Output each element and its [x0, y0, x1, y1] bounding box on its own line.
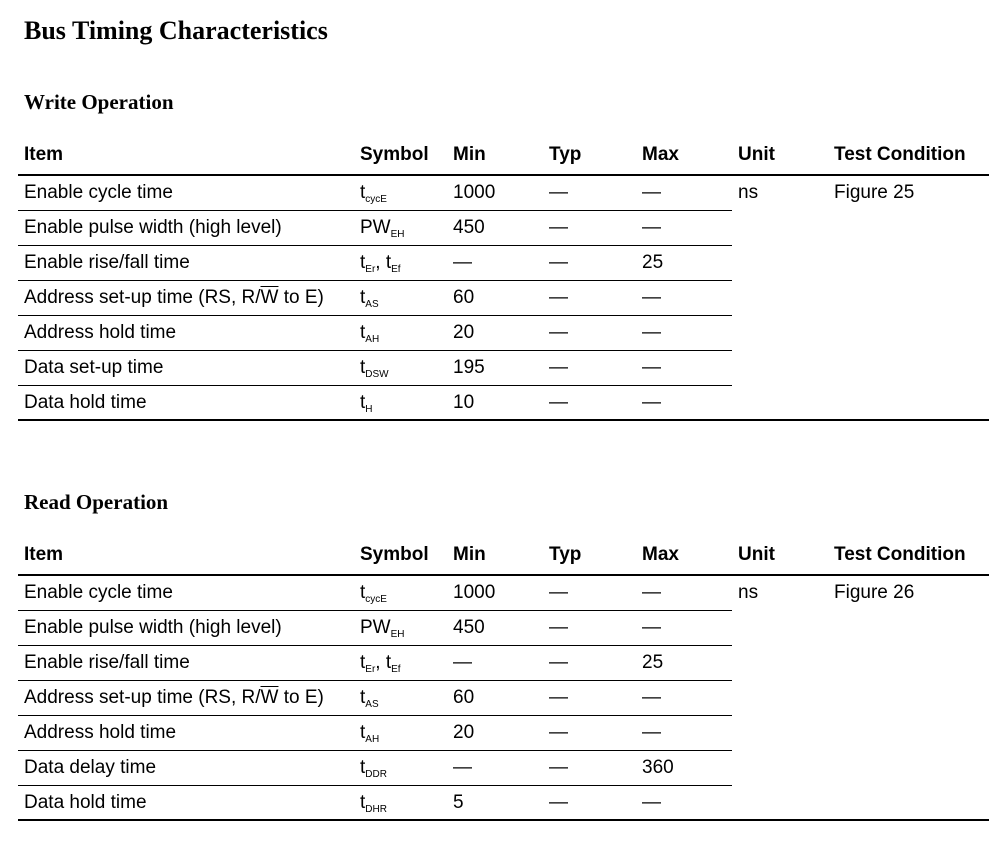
min-cell: 1000: [453, 182, 496, 203]
typ-cell: —: [549, 652, 568, 673]
min-cell: 20: [453, 322, 475, 343]
max-cell: —: [642, 792, 661, 813]
max-cell: —: [642, 392, 661, 413]
max-cell: —: [642, 322, 661, 343]
symbol-cell: $t_{AS}$: [360, 687, 379, 710]
column-header-symbol: Symbol: [360, 544, 429, 565]
unit-cell: ns: [738, 182, 759, 203]
overlined-text: $\overline{W}$: [260, 287, 279, 308]
symbol-cell: $PW_{EH}$: [360, 217, 405, 240]
symbol-cell: $t_H$: [360, 392, 373, 415]
symbol-cell: $t_{DDR}$: [360, 757, 387, 780]
symbol-cell: $t_{AS}$: [360, 287, 379, 310]
table-header: [18, 138, 989, 176]
column-header-typ: Typ: [549, 144, 582, 165]
table-row: [18, 786, 989, 821]
test-condition-cell: Figure 25: [834, 182, 915, 203]
typ-cell: —: [549, 792, 568, 813]
max-cell: —: [642, 722, 661, 743]
column-header-min: Min: [453, 144, 486, 165]
min-cell: 60: [453, 287, 475, 308]
max-cell: —: [642, 617, 661, 638]
min-cell: —: [453, 652, 472, 673]
column-header-typ: Typ: [549, 544, 582, 565]
max-cell: —: [642, 182, 661, 203]
typ-cell: —: [549, 287, 568, 308]
table-row: [18, 176, 989, 211]
item-cell: Enable rise/fall time: [24, 652, 190, 673]
table-header: [18, 538, 989, 576]
item-cell: Enable cycle time: [24, 182, 173, 203]
table-row: [18, 576, 989, 611]
page-title: Bus Timing Characteristics: [24, 16, 328, 45]
table-row: [18, 281, 989, 316]
table-row: [18, 646, 989, 681]
column-header-item: Item: [24, 144, 64, 165]
typ-cell: —: [549, 217, 568, 238]
typ-cell: —: [549, 357, 568, 378]
min-cell: 60: [453, 687, 475, 708]
typ-cell: —: [549, 687, 568, 708]
min-cell: 450: [453, 617, 485, 638]
symbol-cell: $t_{AH}$: [360, 722, 380, 745]
symbol-cell: $t_{Er}$, $t_{Ef}$: [360, 252, 401, 275]
column-header-max: Max: [642, 144, 679, 165]
min-cell: 20: [453, 722, 475, 743]
typ-cell: —: [549, 182, 568, 203]
symbol-cell: $t_{DSW}$: [360, 357, 389, 380]
min-cell: 1000: [453, 582, 496, 603]
column-header-unit: Unit: [738, 144, 775, 165]
table-row: [18, 316, 989, 351]
max-cell: —: [642, 287, 661, 308]
table-row: [18, 386, 989, 421]
item-cell: Enable cycle time: [24, 582, 173, 603]
min-cell: —: [453, 252, 472, 273]
min-cell: 195: [453, 357, 485, 378]
typ-cell: —: [549, 617, 568, 638]
item-cell: Enable pulse width (high level): [24, 617, 282, 638]
table-row: [18, 751, 989, 786]
min-cell: 450: [453, 217, 485, 238]
table-row: [18, 211, 989, 246]
overlined-text: $\overline{W}$: [260, 687, 279, 708]
item-cell: Address hold time: [24, 322, 177, 343]
min-cell: 10: [453, 392, 475, 413]
table-row: [18, 611, 989, 646]
typ-cell: —: [549, 392, 568, 413]
table-row: [18, 716, 989, 751]
read-operation-table: [18, 538, 989, 821]
max-cell: 360: [642, 757, 674, 778]
min-cell: 5: [453, 792, 464, 813]
typ-cell: —: [549, 757, 568, 778]
item-cell: Data delay time: [24, 757, 157, 778]
column-header-test-condition: Test Condition: [834, 544, 966, 565]
symbol-cell: $PW_{EH}$: [360, 617, 405, 640]
unit-cell: ns: [738, 582, 759, 603]
max-cell: 25: [642, 252, 664, 273]
column-header-unit: Unit: [738, 544, 775, 565]
typ-cell: —: [549, 582, 568, 603]
typ-cell: —: [549, 722, 568, 743]
item-cell: Address set-up time (RS, $R/\overline{W}$ to E): [24, 287, 324, 308]
column-header-test-condition: Test Condition: [834, 144, 966, 165]
symbol-cell: $t_{Er}$, $t_{Ef}$: [360, 652, 401, 675]
column-header-max: Max: [642, 544, 679, 565]
table-row: [18, 246, 989, 281]
symbol-cell: $t_{cycE}$: [360, 582, 387, 605]
column-header-item: Item: [24, 544, 64, 565]
item-cell: Address set-up time (RS, $R/\overline{W}$ to E): [24, 687, 324, 708]
symbol-cell: $t_{AH}$: [360, 322, 380, 345]
test-condition-cell: Figure 26: [834, 582, 915, 603]
max-cell: —: [642, 357, 661, 378]
min-cell: —: [453, 757, 472, 778]
typ-cell: —: [549, 322, 568, 343]
column-header-symbol: Symbol: [360, 144, 429, 165]
write-operation-heading: Write Operation: [24, 90, 174, 114]
column-header-min: Min: [453, 544, 486, 565]
item-cell: Data hold time: [24, 392, 147, 413]
write-operation-table: [18, 138, 989, 421]
item-cell: Enable pulse width (high level): [24, 217, 282, 238]
max-cell: —: [642, 582, 661, 603]
max-cell: —: [642, 217, 661, 238]
symbol-cell: $t_{DHR}$: [360, 792, 387, 815]
item-cell: Data hold time: [24, 792, 147, 813]
item-cell: Enable rise/fall time: [24, 252, 190, 273]
table-row: [18, 681, 989, 716]
table-row: [18, 351, 989, 386]
read-operation-heading: Read Operation: [24, 490, 169, 514]
symbol-cell: $t_{cycE}$: [360, 182, 387, 205]
max-cell: —: [642, 687, 661, 708]
max-cell: 25: [642, 652, 664, 673]
item-cell: Address hold time: [24, 722, 177, 743]
item-cell: Data set-up time: [24, 357, 164, 378]
typ-cell: —: [549, 252, 568, 273]
